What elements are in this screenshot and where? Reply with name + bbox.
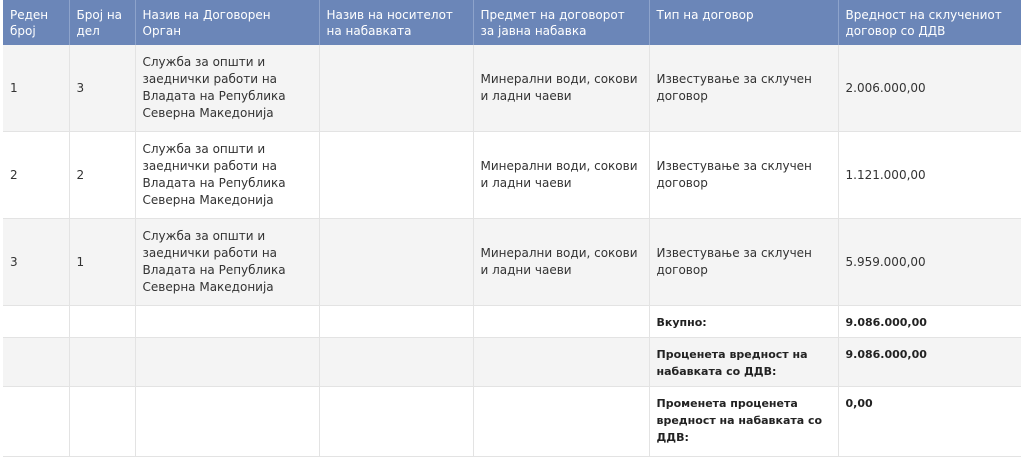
contracts-table [3,0,1021,457]
cell-contracting-authority: Служба за општи и заеднички работи на Владата на Република Северна Македонија [135,132,319,219]
cell-procurement-holder [319,132,473,219]
summary-label-total: Вкупно: [649,306,838,338]
table-row [3,132,1021,219]
cell-contracting-authority: Служба за општи и заеднички работи на Владата на Република Северна Македонија [135,219,319,306]
cell-contracting-authority: Служба за општи и заеднички работи на Владата на Република Северна Македонија [135,45,319,132]
header-serial-number: Реден број [3,0,69,45]
summary-label-estimated: Проценета вредност на набавката со ДДВ: [649,338,838,387]
header-procurement-holder: Назив на носителот на набавката [319,0,473,45]
cell-contract-type: Известување за склучен договор [649,45,838,132]
cell-serial-number: 1 [3,45,69,132]
cell-contract-type: Известување за склучен договор [649,132,838,219]
summary-value-total: 9.086.000,00 [838,306,1021,338]
cell-contract-subject: Минерални води, сокови и ладни чаеви [473,45,649,132]
header-contracting-authority: Назив на Договорен Орган [135,0,319,45]
cell-part-number: 2 [69,132,135,219]
table-row [3,45,1021,132]
cell-contract-value: 1.121.000,00 [838,132,1021,219]
summary-value-changed-estimate: 0,00 [838,387,1021,457]
cell-part-number: 3 [69,45,135,132]
cell-part-number: 1 [69,219,135,306]
cell-contract-subject: Минерални води, сокови и ладни чаеви [473,219,649,306]
header-contract-type: Тип на договор [649,0,838,45]
header-contract-subject: Предмет на договорот за јавна набавка [473,0,649,45]
summary-row-estimated [3,338,1021,387]
summary-value-estimated: 9.086.000,00 [838,338,1021,387]
cell-contract-subject: Минерални води, сокови и ладни чаеви [473,132,649,219]
header-part-number: Број на дел [69,0,135,45]
cell-contract-value: 2.006.000,00 [838,45,1021,132]
table-row [3,219,1021,306]
cell-serial-number: 3 [3,219,69,306]
cell-procurement-holder [319,45,473,132]
cell-contract-value: 5.959.000,00 [838,219,1021,306]
cell-contract-type: Известување за склучен договор [649,219,838,306]
cell-procurement-holder [319,219,473,306]
header-contract-value: Вредност на склучениот договор со ДДВ [838,0,1021,45]
summary-row-total [3,306,1021,338]
cell-serial-number: 2 [3,132,69,219]
table-header-row [3,0,1021,45]
summary-row-changed-estimate [3,387,1021,457]
summary-label-changed-estimate: Променета проценета вредност на набавката со ДДВ: [649,387,838,457]
